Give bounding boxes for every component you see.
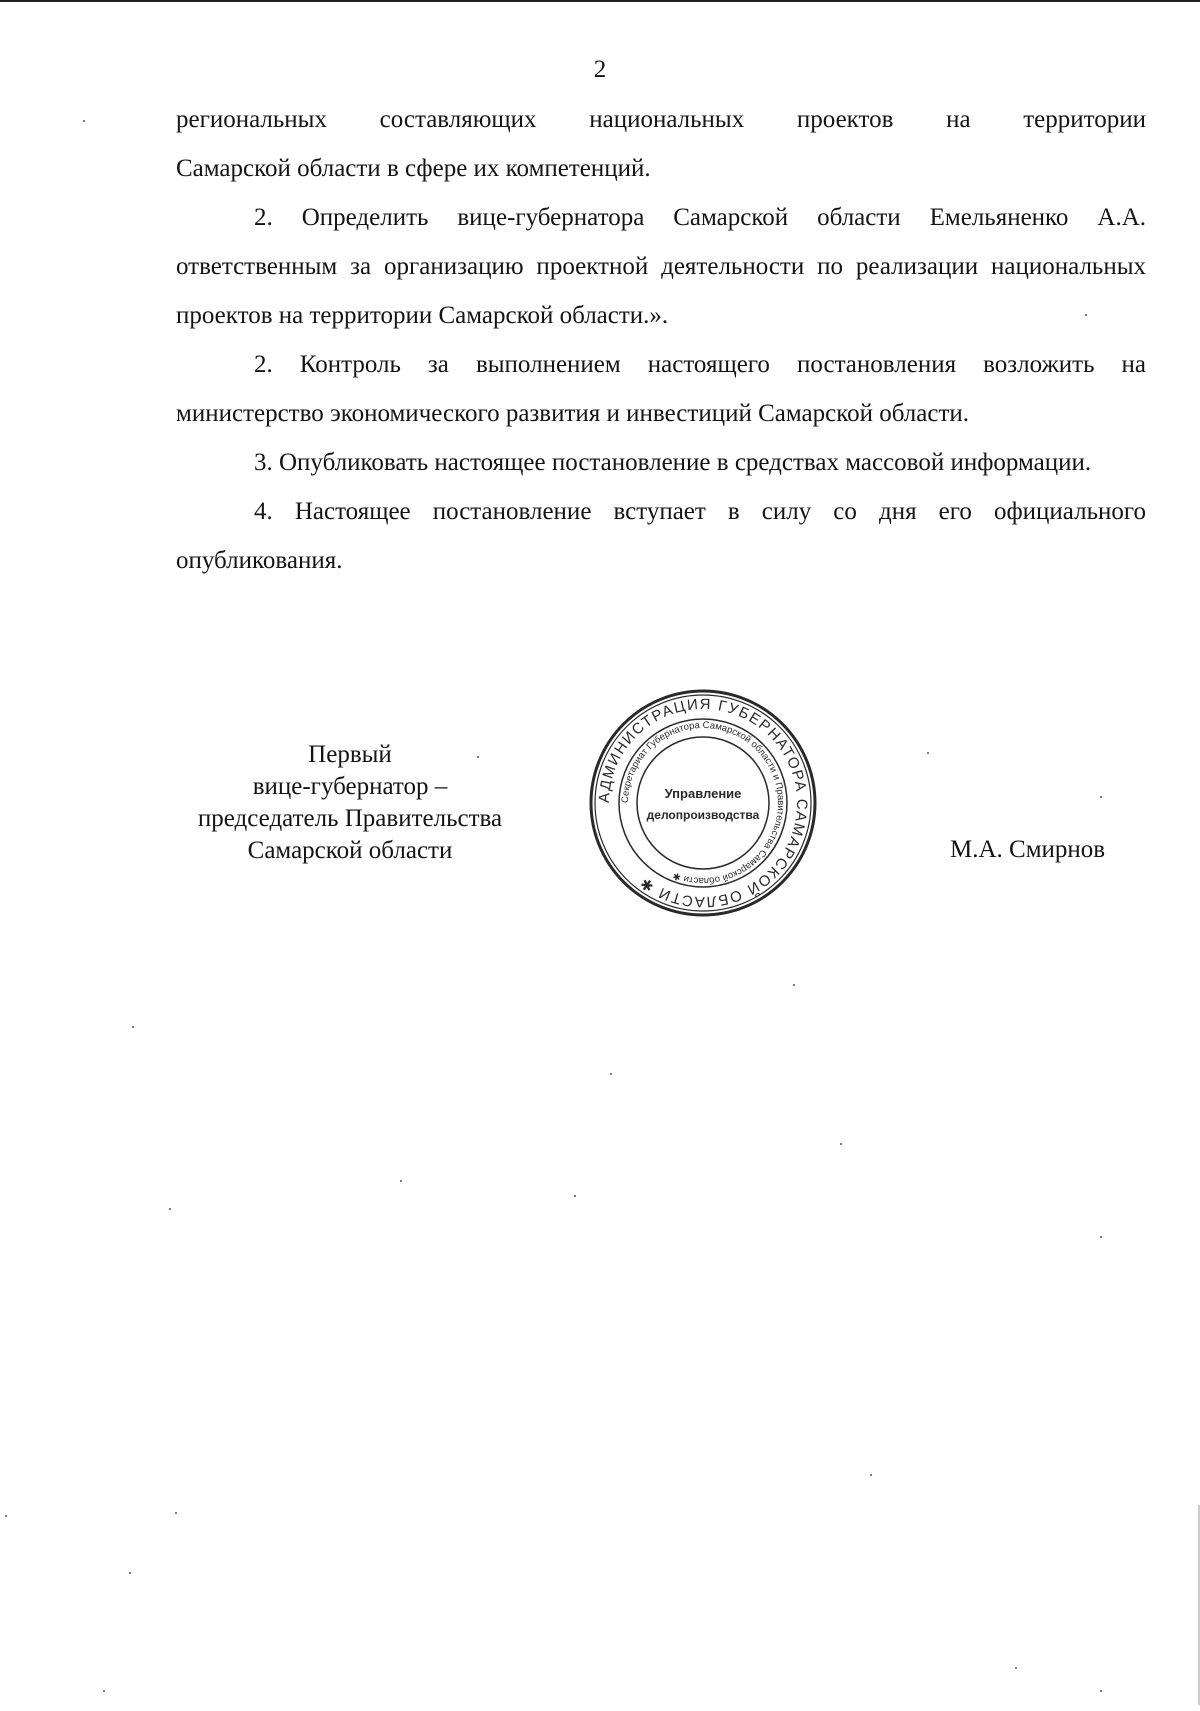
seal-middle-circle bbox=[619, 719, 787, 887]
scan-speck bbox=[1100, 1236, 1102, 1238]
seal-inner-text: Секретариат Губернатора Самарской области и Правительства Самарской области ✱ bbox=[619, 719, 787, 887]
signatory-title bbox=[150, 739, 550, 867]
seal-center-line-1: Управление bbox=[664, 786, 742, 801]
paragraph-continuation-rest: Самарской области в сфере их компетенций. bbox=[176, 155, 651, 182]
scan-speck bbox=[793, 984, 795, 986]
scan-speck bbox=[840, 1143, 842, 1145]
seal-outer-text: АДМИНИСТРАЦИЯ ГУБЕРНАТОРА САМАРСКОЙ ОБЛАСТИ ✱ bbox=[595, 695, 811, 911]
signatory-name: М.А. Смирнов bbox=[950, 836, 1106, 863]
paragraph-item-2-control: 2. Контроль за выполнением настоящего постановления возложить на министерство экономического развития и инвестиций Самарской области. bbox=[176, 351, 1146, 427]
scan-speck bbox=[1015, 1667, 1017, 1669]
top-border-rule bbox=[0, 0, 1200, 2]
paragraph-item-2-vice-governor: 2. Определить вице-губернатора Самарской области Емельяненко А.А. ответственным за организацию проектной деятельности по реализации национальных проектов на территории Самарской области.». bbox=[176, 204, 1146, 329]
paragraph-continuation-line: региональных составляющих национальных проектов на территории bbox=[176, 106, 1146, 133]
scan-speck bbox=[927, 752, 929, 754]
scan-speck bbox=[477, 756, 479, 758]
official-seal-stamp bbox=[586, 686, 820, 920]
paragraph-item-3-publish: 3. Опубликовать настоящее постановление в средствах массовой информации. bbox=[254, 449, 1092, 476]
scan-speck bbox=[5, 1515, 7, 1517]
paragraph-item-4-effective: 4. Настоящее постановление вступает в силу со дня его официального опубликования. bbox=[176, 498, 1146, 574]
scan-speck bbox=[1100, 1690, 1102, 1692]
scan-speck bbox=[610, 1073, 612, 1075]
scan-speck bbox=[400, 1180, 402, 1182]
scan-speck bbox=[175, 1512, 177, 1514]
seal-center-line-2: делопроизводства bbox=[646, 808, 760, 822]
scan-speck bbox=[132, 1026, 134, 1028]
scan-speck bbox=[870, 1474, 872, 1476]
scan-speck bbox=[83, 120, 85, 122]
signatory-title-line: вице-губернатор – bbox=[252, 773, 448, 800]
scan-speck bbox=[103, 1690, 105, 1692]
page-number: 2 bbox=[593, 56, 607, 83]
document-body bbox=[176, 95, 1146, 585]
scan-speck bbox=[129, 1572, 131, 1574]
scan-speck bbox=[1100, 796, 1102, 798]
signatory-title-line: Первый bbox=[308, 741, 392, 768]
signatory-title-line: председатель Правительства bbox=[197, 805, 503, 832]
seal-inner-circle bbox=[637, 737, 769, 869]
scan-speck bbox=[1085, 314, 1087, 316]
scan-speck bbox=[169, 1208, 171, 1210]
signatory-title-line: Самарской области bbox=[247, 837, 453, 864]
scan-speck bbox=[574, 1195, 576, 1197]
